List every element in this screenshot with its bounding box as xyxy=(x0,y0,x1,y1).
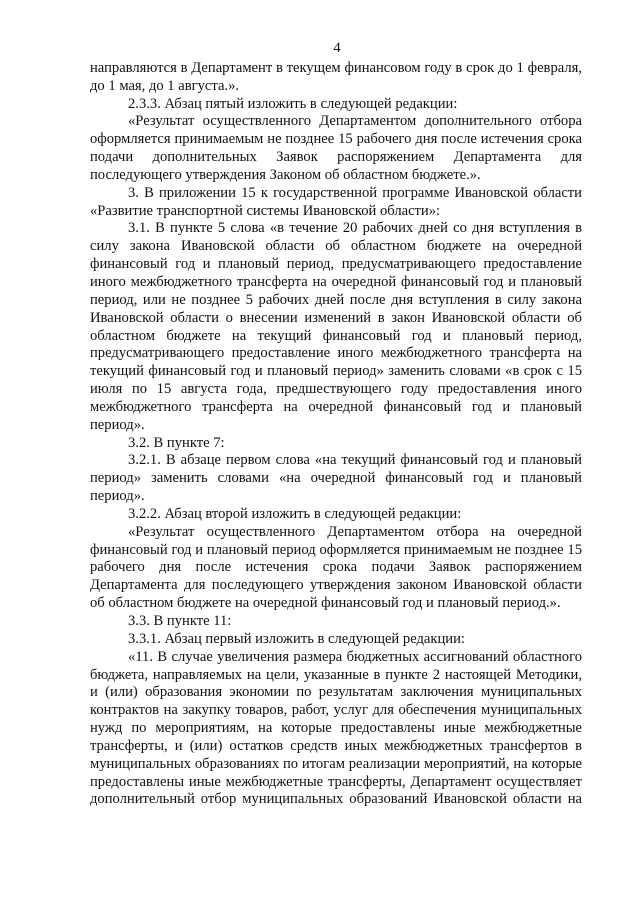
document-page xyxy=(90,40,582,809)
paragraph-p6: 3.2. В пункте 7: xyxy=(128,434,225,451)
paragraph-p8: 3.2.2. Абзац второй изложить в следующей редакции: xyxy=(128,505,462,522)
paragraph-p5: 3.1. В пункте 5 слова «в течение 20 рабочих дней со дня вступления в силу закона Ивановской области об областном бюджете на очередной финансовый год и плановый период, предусматривающего предоставление иного межбюджетного трансферта на очередной финансовый год и плановый период, или не позднее 5 рабочих дней после дня вступления в силу закона Ивановской области о внесении изменений в закон Ивановской области об областном бюджете на текущий финансовый год и плановый период, предусматривающего предоставление иного межбюджетного трансферта на текущий финансовый год и плановый период» заменить словами «в срок с 15 июля по 15 августа года, предшествующего году предоставления иного межбюджетного трансферта на очередной финансовый год и плановый период». xyxy=(90,220,582,433)
page-number: 4 xyxy=(333,40,341,56)
paragraph-p4: 3. В приложении 15 к государственной программе Ивановской области «Развитие транспортной системы Ивановской области»: xyxy=(90,184,582,219)
paragraph-p7: 3.2.1. В абзаце первом слова «на текущий финансовый год и плановый период» заменить словами «на очередной финансовый год и плановый период». xyxy=(90,452,582,505)
paragraph-p11: 3.3.1. Абзац первый изложить в следующей редакции: xyxy=(128,630,465,647)
paragraph-p1: направляются в Департамент в текущем финансовом году в срок до 1 февраля, до 1 мая, до 1 августа.». xyxy=(90,59,582,94)
paragraph-p10: 3.3. В пункте 11: xyxy=(128,613,232,629)
document-body xyxy=(90,60,582,809)
paragraph-p2: 2.3.3. Абзац пятый изложить в следующей редакции: xyxy=(128,95,458,112)
paragraph-p3: «Результат осуществленного Департаментом дополнительного отбора оформляется принимаемым не позднее 15 рабочего дня после истечения срока подачи дополнительных Заявок распоряжением Департамента для последующего утверждения Законом об областном бюджете.». xyxy=(90,113,582,183)
paragraph-p12: «11. В случае увеличения размера бюджетных ассигнований областного бюджета, направляемых на цели, указанные в пункте 2 настоящей Методики, и (или) образования экономии по результатам заключения муниципальных контрактов на закупку товаров, работ, услуг для обеспечения муниципальных нужд по мероприятиям, на которые предоставлены иные межбюджетные трансферты, и (или) остатков средств иных межбюджетных трансфертов в муниципальных образованиях по итогам реализации мероприятий, на которые предоставлены иные межбюджетные трансферты, Департамент осуществляет дополнительный отбор муниципальных образований Ивановской области на xyxy=(90,648,582,808)
paragraph-p9: «Результат осуществленного Департаментом отбора на очередной финансовый год и плановый период оформляется принимаемым не позднее 15 рабочего дня после истечения срока подачи Заявок распоряжением Департамента для последующего утверждения законом Ивановской области об областном бюджете на очередной финансовый год и плановый период.». xyxy=(90,523,582,612)
